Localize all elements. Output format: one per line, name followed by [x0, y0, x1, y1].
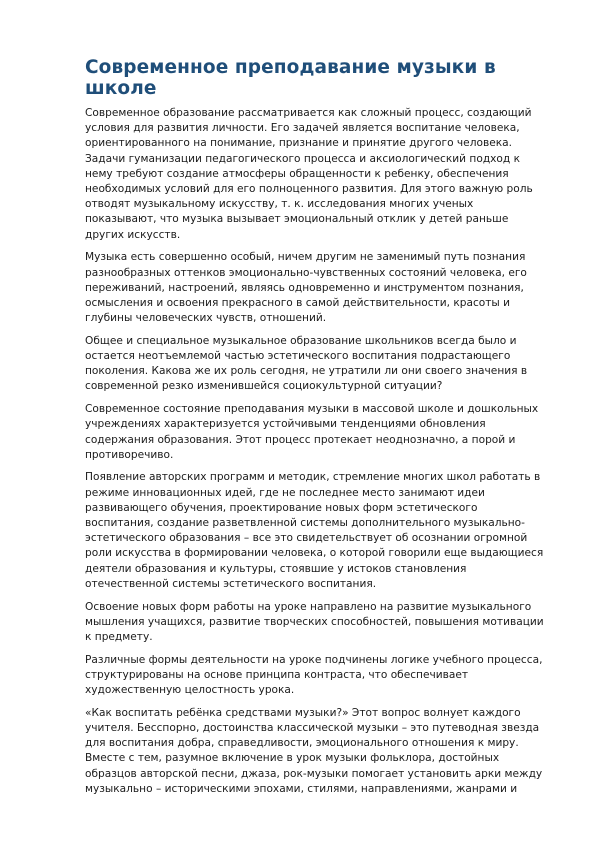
paragraph-5: Появление авторских программ и методик, стремление многих школ работать в режиме инновационных идей, где не последнее место занимают идеи развивающего обучения, проектирование новых форм эстетического воспитания, создание разветвленной системы дополнительного музыкально-эстетического образования – все это свидетельствует об осознании огромной роли искусства в формировании человека, о которой говорили еще выдающиеся деятели образования и культуры, стоявшие у истоков становления отечественной системы эстетического воспитания. — [85, 471, 544, 590]
paragraph-7: Различные формы деятельности на уроке подчинены логике учебного процесса, структурированы на основе принципа контраста, что обеспечивает художественную целостность урока. — [85, 653, 543, 697]
paragraph-4: Современное состояние преподавания музыки в массовой школе и дошкольных учреждениях характеризуется устойчивыми тенденциями обновления содержания образования. Этот процесс протекает неоднозначно, а порой и противоречиво. — [85, 403, 539, 461]
paragraph-2: Музыка есть совершенно особый, ничем другим не заменимый путь познания разнообразных оттенков эмоционально-чувственных состояний человека, его переживаний, настроений, являясь одновременно и инструментом познания, осмысления и освоения прекрасного в самой действительности, красоты и глубины человеческих чувств, отношений. — [85, 251, 527, 325]
paragraph-3: Общее и специальное музыкальное образование школьников всегда было и остается неотъемлемой частью эстетического воспитания подрастающего поколения. Какова же их роль сегодня, не утратили ли они своего значения в современной резко изменившейся социокультурной ситуации? — [85, 334, 528, 393]
paragraph-1: Современное образование рассматривается как сложный процесс, создающий условия для развития личности. Его задачей является воспитание человека, ориентированного на понимание, признание и принятие другого человека. Задачи гуманизации педагогического процесса и аксиологический подход к нему требуют создание атмосферы обращенности к ребенку, обеспечения необходимых условий для его полноценного развития. Для этого важную роль отводят музыкальному искусству, т. к. исследования многих ученых показывают, что музыка вызывает эмоциональный отклик у детей раньше других искусств. — [85, 107, 533, 241]
document-body — [85, 57, 545, 805]
paragraph-8: «Как воспитать ребёнка средствами музыки?» Этот вопрос волнует каждого учителя. Бесспорно, достоинства классической музыки – это путеводная звезда для воспитания добра, справедливости, эмоционального отношения к миру. Вместе с тем, разумное включение в урок музыки фольклора, достойных образцов авторской песни, джаза, рок-музыки помогает установить арки между музыкально – историческими эпохами, стилями, направлениями, жанрами и — [85, 706, 543, 795]
document-title: Современное преподавание музыки в школе — [85, 57, 496, 99]
paragraph-6: Освоение новых форм работы на уроке направлено на развитие музыкального мышления учащихся, развитие творческих способностей, повышения мотивации к предмету. — [85, 600, 544, 643]
